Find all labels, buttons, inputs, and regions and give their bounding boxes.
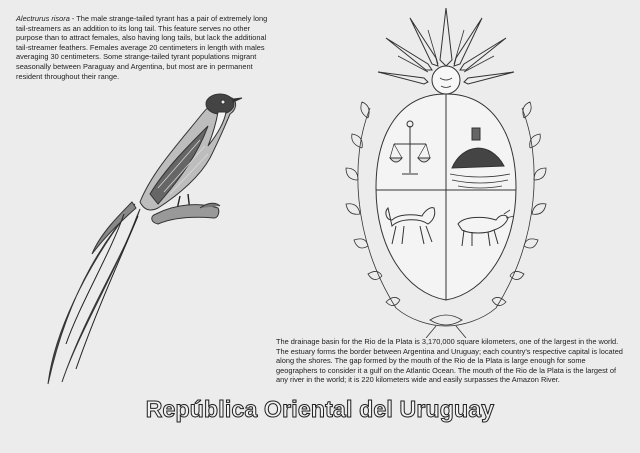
bird-description-text: - The male strange-tailed tyrant has a pair of extremely long tail-streamers as an addition to its long tail. This feature serves no other purpose than to attract females, also having long tails, but lack the additional tail-streamer feathers. Females average 20 centimeters in length with males averaging 30 centimeters. Some strange-tailed tyrant populations migrant seasonally between Paraguay and Argentina, but most are in permanent resident throughout their range. — [16, 14, 268, 81]
bird-latin-name: Alectrurus risora — [16, 14, 70, 23]
bird-illustration — [40, 84, 250, 388]
river-description: The drainage basin for the Rio de la Plata is 3,170,000 square kilometers, one of the largest in the world. The estuary forms the border between Argentina and Uruguay; each country's respective capital is located along the shores. The gap formed by the mouth of the Rio de la Plata is large enough for some geographers to consider it a gulf on the Atlantic Ocean. The mouth of the Rio de la Plata is the largest of any river in the world; it is 220 kilometers wide and easily surpasses the Amazon River. — [276, 337, 623, 385]
page-title: República Oriental del Uruguay — [145, 396, 495, 422]
bird-description — [16, 14, 278, 81]
coat-of-arms-emblem — [340, 8, 560, 338]
sun-icon — [378, 8, 514, 94]
